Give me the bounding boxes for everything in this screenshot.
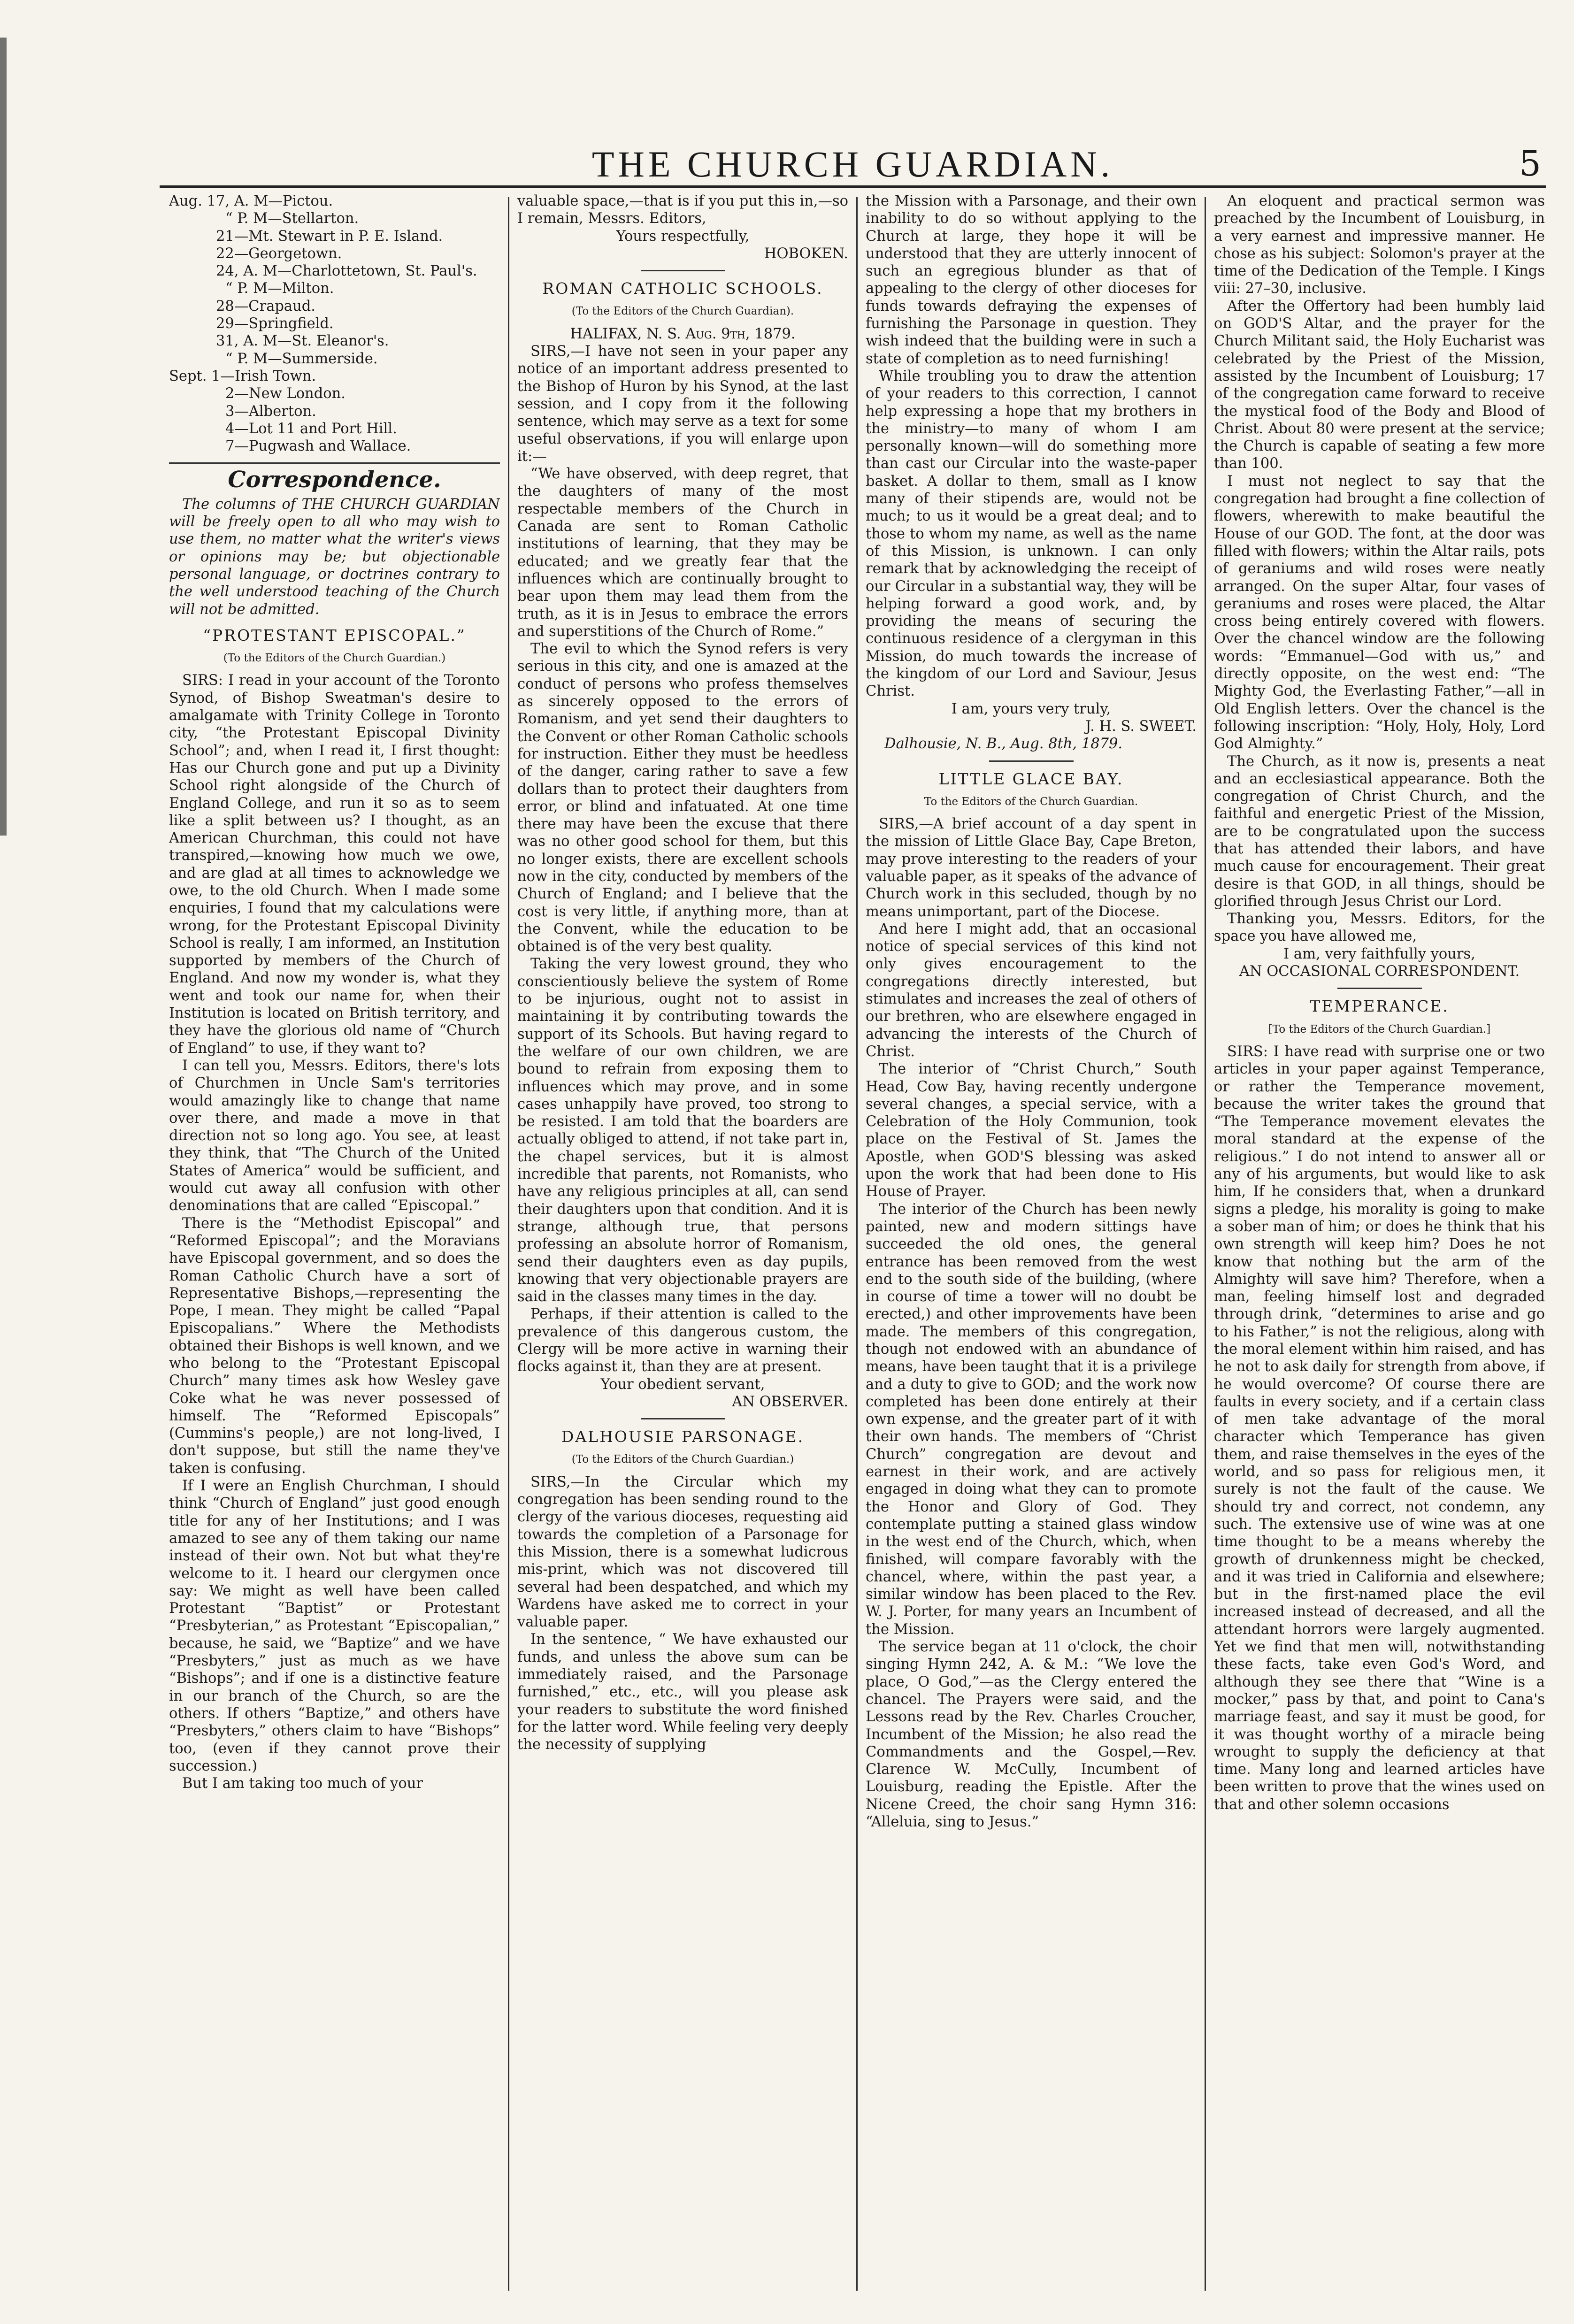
article-heading: “PROTESTANT EPISCOPAL.” [203,626,466,644]
paragraph: The evil to which the Synod refers is very serious in this city, and one is amazed at the conduct of persons who profess themselves as sincerely opposed to the errors of Romanism, and yet send their daughters to the Convent or other Roman Catholic schools for instruction. Either they must be heedless of the danger, caring rather to save a few dollars than to protect their daughters from error, or blind and infatuated. At one time there may have been the excuse that there was no other good school for them, but this no longer exists, there are excellent schools now in the city, conducted by members of the Church of England; and I believe that the cost is very little, if anything more, than at the Convent, while the education to be obtained is of the very best quality. [517,641,848,955]
dateline: Dalhousie, N. B., Aug. 8th, 1879. [884,736,1123,752]
signature: AN OBSERVER. [732,1393,848,1410]
article-subheading: (To the Editors of the Church Guardian.) [571,1453,794,1466]
appointment-item: 28—Crapaud. [216,298,315,314]
appointment-item: 29—Springfield. [216,315,334,332]
page-number: 5 [1519,144,1541,184]
editorial-note: The columns of THE CHURCH GUARDIAN will be freely open to all who may wish to use them, no matter what the writer's views or opinions may be; but objectionable personal language, or doctrines contrary to the well understood teaching of the Church will not be admitted. [169,496,500,618]
appointment-item: 24, A. M—Charlottetown, St. Paul's. [216,263,477,280]
column-3 [866,192,1197,2295]
column-rule [1205,197,1206,2291]
paragraph: SIRS,—In the Circular which my congregation has been sending round to the clergy of the various dioceses, requesting aid towards the completion of a Parsonage for this Mission, there is a somewhat ludicrous mis-print, which was not discovered till several had been despatched, and which my Wardens have asked me to correct in your valuable paper. [517,1473,848,1631]
divider [989,760,1074,762]
scan-edge [0,38,7,836]
paragraph: Thanking you, Messrs. Editors, for the space you have allowed me, [1214,911,1545,945]
columns [169,192,1554,2295]
paragraph: “We have observed, with deep regret, that the daughters of many of the most respectable members of the Church in Canada are sent to Roman Catholic institutions of learning, that they may be educated; and we greatly fear that the influences which are continually brought to bear upon them may lead them from the truth, as it is in Jesus to embrace the errors and superstitions of the Church of Rome.” [517,466,848,640]
paragraph: valuable space,—that is if you put this in,—so I remain, Messrs. Editors, [517,193,848,227]
paragraph: the Mission with a Parsonage, and their own inability to do so without applying to the Church at large, they hope it will be understood that they are utterly innocent of such an egregious blunder as that of appealing to the clergy of other dioceses for funds towards defraying the expenses of furnishing the Parsonage in question. They wish indeed that the building were in such a state of completion as to need furnishing! [866,193,1197,367]
signature: AN OCCASIONAL CORRESPONDENT. [1239,963,1520,980]
article-heading: LITTLE GLACE BAY. [938,769,1124,788]
paragraph: SIRS: I read in your account of the Toronto Synod, of Bishop Sweatman's desire to amalgamate with Trinity College in Toronto city, “the Protestant Episcopal Divinity School”; and, when I read it, I first thought: Has our Church gone and put up a Divinity School right alongside of the Church of England College, and run it so as to seem like a split between us? I thought, as an American Churchman, this could not have transpired,—knowing how much we owe, and are glad at all times to acknowledge we owe, to the old Church. When I made some enquiries, I found that my calculations were wrong, for the Protestant Episcopal Divinity School is really, I am informed, an Institution supported by members of the Church of England. And now my wonder is, what they went and took our name for, when their Institution is located on British territory, and they have the glorious old name of “Church of England” to use, if they want to? [169,672,500,1057]
paragraph: If I were an English Churchman, I should think “Church of England” just good enough title for any of her Institutions; and I was amazed to see any of them taking our name instead of their own. Not but what they're welcome to it. I heard our clergymen once say: We might as well have been called Protestant “Baptist” or Protestant “Presbyterian,” as Protestant “Episcopalian,” because, he said, we “Baptize” and we have “Presbyters,” just as much as we have “Bishops”; and if one is a distinctive feature in our branch of the Church, so are the others. If others “Baptize,” and others have “Presbyters,” others claim to have “Bishops” too, (even if they cannot prove their succession.) [169,1478,500,1774]
dateline: HALIFAX, N. S. Aug. 9th, 1879. [570,325,796,342]
appointment-item: 31, A. M—St. Eleanor's. [216,333,389,350]
masthead [160,134,1546,188]
column-rule [508,197,509,2291]
paragraph: Taking the very lowest ground, they who conscientiously believe the system of Rome to be injurious, ought not to assist in maintaining it by contributing towards the support of its Schools. But having regard to the welfare of our own children, we are bound to refrain from exposing them to influences which may prove, and in some cases unhappily have proved, too strong to be resisted. I am told that the boarders are actually obliged to attend, if not take part in, the chapel services, but it is almost incredible that parents, not Romanists, who have any religious principles at all, can send their daughters upon that condition. And it is strange, although true, that persons professing an absolute horror of Romanism, send their daughters even as day pupils, knowing that very objectionable prayers are said in the classes many times in the day. [517,956,848,1305]
section-heading: Correspondence. [228,467,441,493]
article-subheading: (To the Editors of the Church Guardian.) [223,652,446,665]
appointment-item: 3—Alberton. [225,403,316,420]
article-heading: ROMAN CATHOLIC SCHOOLS. [542,279,823,298]
column-rule [856,197,858,2291]
signature: J. H. S. SWEET. [1085,718,1197,735]
signature: HOBOKEN. [764,245,848,262]
article-subheading: To the Editors of the Church Guardian. [924,795,1138,808]
paragraph: And here I might add, that an occasional notice of special services of this kind not only gives encouragement to the congregations directly interested, but stimulates and increases the zeal of others of our brethren, who are elsewhere engaged in advancing the interests of the Church of Christ. [866,920,1197,1060]
paragraph: While troubling you to draw the attention of your readers to this correction, I cannot help expressing a hope that my brothers in the ministry—to many of whom I am personally known—will do something more than cast our Circular into the waste-paper basket. A dollar to them, small as I know many of their stipends are, would not be much; to us it would be a great deal; and to those to whom my name, as well as the name of this Mission, is unknown. I can only remark that by acknowledging the receipt of our Circular in a substantial way, they will be helping forward a good work, and, by providing the means of securing the continuous residence of a clergyman in this Mission, do much towards the increase of the kingdom of our Lord and Saviour, Jesus Christ. [866,368,1197,700]
paragraph: In the sentence, “ We have exhausted our funds, and unless the above sum can be immediately raised, and the Parsonage furnished,” etc., etc., will you please ask your readers to substitute the word finished for the latter word. While feeling very deeply the necessity of supplying [517,1631,848,1753]
paragraph: SIRS,—I have not seen in your paper any notice of an important address presented to the Bishop of Huron by his Synod, at the last session, and I copy from it the following sentence, which may serve as a text for some useful observations, if you will enlarge upon it:— [517,343,848,465]
closing: Yours respectfully, [616,228,750,245]
paragraph: But I am taking too much of your [182,1775,423,1792]
paragraph: After the Offertory had been humbly laid on GOD'S Altar, and the prayer for the Church Militant said, the Holy Eucharist was celebrated by the Priest of the Mission, assisted by the Incumbent of Louisburg; 17 of the congregation came forward to receive the mystical food of the Body and Blood of Christ. About 80 were present at the service; the Church is capable of seating a few more than 100. [1214,298,1545,472]
paragraph: SIRS,—A brief account of a day spent in the mission of Little Glace Bay, Cape Breton, may prove interesting to the readers of your valuable paper, as it speaks of the advance of Church work in this secluded, though by no means unimportant, part of the Diocese. [866,816,1197,920]
appointment-item: 4—Lot 11 and Port Hill. [225,420,397,437]
column-1 [169,192,500,2295]
article-heading: DALHOUSIE PARSONAGE. [561,1427,805,1446]
paragraph: The interior of “Christ Church,” South Head, Cow Bay, having recently undergone several changes, a special service, with a Celebration of the Holy Communion, took place on the Festival of St. James the Apostle, when GOD'S blessing was asked upon the work that had been done to His House of Prayer. [866,1061,1197,1200]
column-2 [517,192,848,2295]
closing: Your obedient servant, [600,1376,765,1393]
appointment-item: 2—New London. [225,385,346,402]
article-subheading: [To the Editors of the Church Guardian.] [1268,1023,1491,1035]
appointment-item: 21—Mt. Stewart in P. E. Island. [216,228,443,245]
divider [641,1418,725,1419]
closing: I am, yours very truly, [951,700,1111,717]
divider [641,270,725,271]
appointment-item: “ P. M—Milton. [225,280,334,297]
divider [169,462,500,464]
column-4 [1214,192,1545,2295]
appointment-item: “ P. M—Stellarton. [225,210,359,227]
paragraph: The service began at 11 o'clock, the choir singing Hymn 242, A. & M.: “We love the place, O God,”—as the Clergy entered the chancel. The Prayers were said, and the Lessons read by the Rev. Charles Croucher, Incumbent of the Mission; he also read the Commandments and the Gospel,—Rev. Clarence W. McCully, Incumbent of Louisburg, reading the Epistle. After the Nicene Creed, the choir sang Hymn 316: “Alleluia, sing to Jesus.” [866,1639,1197,1831]
article-subheading: (To the Editors of the Church Guardian). [571,305,794,318]
appointment-item: Aug. 17, A. M—Pictou. [169,193,333,209]
paragraph: SIRS: I have read with surprise one or two articles in your paper against Temperance, or rather the Temperance movement, because the writer takes the ground that “The Temperance movement elevates the moral standard at the expense of the religious.” I do not intend to answer all or any of his arguments, but would like to ask him, If he considers that, when a drunkard signs a pledge, his morality is going to make a sober man of him; or does he think that his own strength will keep him? Does he not know that nothing but the arm of the Almighty will save him? Therefore, when a man, feeling himself lost and degraded through drink, “determines to arise and go to his Father,” is not the religious, along with the moral element within him raised, and has he not to ask daily for strength from above, if he would overcome? Of course there are faults in every society, and if a certain class of men take advantage of the moral character which Temperance has given them, and raise themselves in the eyes of the world, and so pass for religious men, it surely is not the fault of the cause. We should try and correct, not condemn, any such. The extensive use of wine was at one time thought to be a means whereby the growth of drunkenness might be checked, and it was tried in California and elsewhere; but in the first-named place the evil increased instead of decreased, and all the attendant horrors were largely augmented. Yet we find that men will, notwithstanding these facts, take even God's Word, and although they see there that “Wine is a mocker,” pass by that, and point to Cana's marriage feast, and say it must be good, for it was thought worthy of a miracle being wrought to supply the deficiency at that time. Many long and learned articles have been written to prove that the wines used on that and other solemn occasions [1214,1043,1545,1813]
article-heading: TEMPERANCE. [1310,997,1449,1016]
paragraph: I can tell you, Messrs. Editors, there's lots of Churchmen in Uncle Sam's territories would amazingly like to change that name over there, and made a move in that direction not so long ago. You see, at least they think, that “The Church of the United States of America” would be sufficient, and would cut away all confusion with other denominations that are called “Episcopal.” [169,1057,500,1214]
paragraph: There is the “Methodist Episcopal” and “Reformed Episcopal”; and the Moravians have Episcopal government, and so does the Roman Catholic Church have a sort of Representative Bishops,—representing the Pope, I mean. They might be called “Papal Episcopalians.” Where the Methodists obtained their Bishops is well known, and we who belong to the “Protestant Episcopal Church” many times ask how Wesley gave Coke what he was never possessed of himself. The “Reformed Episcopals” (Cummins's people,) are not long-lived, I don't suppose, but still the name they've taken is confusing. [169,1215,500,1477]
appointment-item: 7—Pugwash and Wallace. [225,438,411,455]
paragraph: Perhaps, if their attention is called to the prevalence of this dangerous custom, the Clergy will be more active in warning their flocks against it, than they are at present. [517,1306,848,1375]
paragraph: An eloquent and practical sermon was preached by the Incumbent of Louisburg, in a very earnest and impressive manner. He chose as his subject: Solomon's prayer at the time of the Dedication of the Temple. I Kings viii: 27–30, inclusive. [1214,193,1545,297]
paragraph: I must not neglect to say that the congregation had brought a fine collection of flowers, wherewith to make beautiful the House of our GOD. The font, at the door was filled with flowers; within the Altar rails, pots of geraniums and wild roses were neatly arranged. On the super Altar, four vases of geraniums and roses were placed, the Altar cross being entirely covered with flowers. Over the chancel window are the following words: “Emmanuel—God with us,” and directly opposite, on the west end: “The Mighty God, the Everlasting Father,”—all in Old English letters. Over the chancel is the following inscription: “Holy, Holy, Holy, Lord God Almighty.” [1214,473,1545,752]
paragraph: The interior of the Church has been newly painted, new and modern sittings have succeeded the old ones, the general entrance has been removed from the west end to the south side of the building, (where in course of time a tower will no doubt be erected,) and other improvements have been made. The members of this congregation, though not endowed with an abundance of means, have been taught that it is a privilege and a duty to give to GOD; and the work now completed has been done entirely at their own expense, and the greater part of it with their own hands. The members of “Christ Church” congregation are devout and earnest in their work, and are actively engaged in doing what they can to promote the Honor and Glory of God. They contemplate putting a stained glass window in the west end of the Church, which, when finished, will compare favorably with the chancel, where, within the past year, a similar window has been placed to the Rev. W. J. Porter, for many years an Incumbent of the Mission. [866,1201,1197,1638]
appointment-item: 22—Georgetown. [216,245,342,262]
appointment-item: “ P. M—Summerside. [225,350,378,367]
masthead-title: THE CHURCH GUARDIAN. [591,144,1114,184]
closing: I am, very faithfully yours, [1283,945,1475,962]
paragraph: The Church, as it now is, presents a neat and an ecclesiastical appearance. Both the congregation of Christ Church, and the faithful and energetic Priest of the Mission, are to be congratulated upon the success that has attended their labors, and have much cause for encouragement. Their great desire is that GOD, in all things, should be glorified through Jesus Christ our Lord. [1214,753,1545,910]
appointment-item: Sept. 1—Irish Town. [169,368,316,384]
divider [1337,988,1422,989]
appointments-list [169,192,500,455]
